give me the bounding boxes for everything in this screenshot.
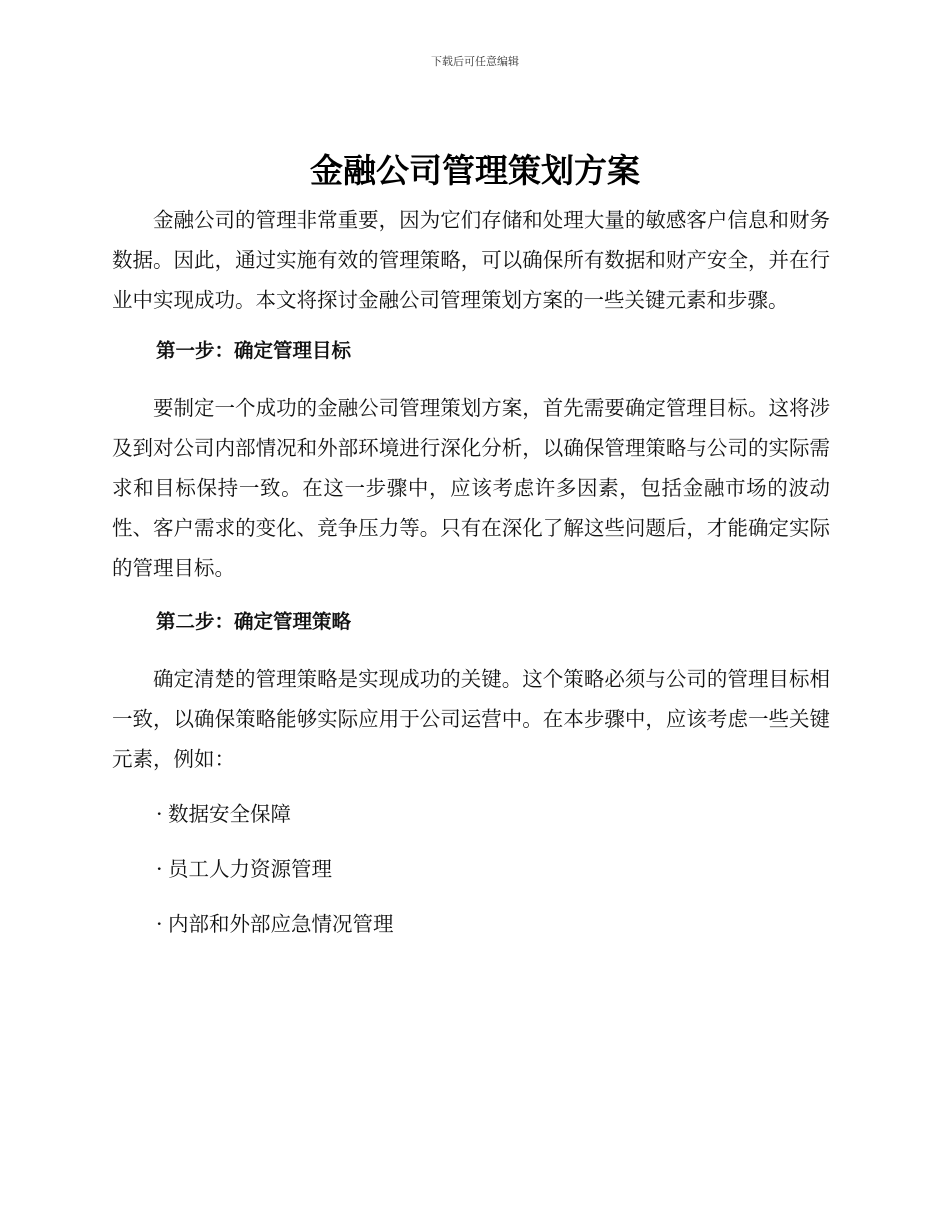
bullet-marker: ·	[156, 912, 163, 936]
bullet-item	[112, 904, 830, 944]
bullet-text: 员工人力资源管理	[168, 857, 332, 881]
header-note: 下载后可任意编辑	[431, 55, 519, 68]
section-heading-step-2: 第二步：确定管理策略	[156, 610, 352, 633]
bullet-text: 内部和外部应急情况管理	[168, 912, 394, 936]
bullet-item	[112, 794, 830, 834]
section-body-step-1: 要制定一个成功的金融公司管理策划方案，首先需要确定管理目标。这将涉及到对公司内部情况和外部环境进行深化分析，以确保管理策略与公司的实际需求和目标保持一致。在这一步骤中，应该考虑许多因素，包括金融市场的波动性、客户需求的变化、竞争压力等。只有在深化了解这些问题后，才能确定实际的管理目标。	[112, 396, 830, 580]
bullet-item	[112, 849, 830, 889]
intro-paragraph: 金融公司的管理非常重要，因为它们存储和处理大量的敏感客户信息和财务数据。因此，通过实施有效的管理策略，可以确保所有数据和财产安全，并在行业中实现成功。本文将探讨金融公司管理策划方案的一些关键元素和步骤。	[112, 208, 830, 312]
section-heading-step-1: 第一步：确定管理目标	[156, 339, 352, 362]
document-body	[112, 200, 830, 944]
section-body-step-2: 确定清楚的管理策略是实现成功的关键。这个策略必须与公司的管理目标相一致，以确保策略能够实际应用于公司运营中。在本步骤中，应该考虑一些关键元素，例如：	[112, 667, 830, 771]
bullet-marker: ·	[156, 802, 163, 826]
bullet-marker: ·	[156, 857, 163, 881]
bullet-list	[112, 794, 830, 944]
bullet-text: 数据安全保障	[168, 802, 291, 826]
document-title: 金融公司管理策划方案	[310, 151, 640, 190]
